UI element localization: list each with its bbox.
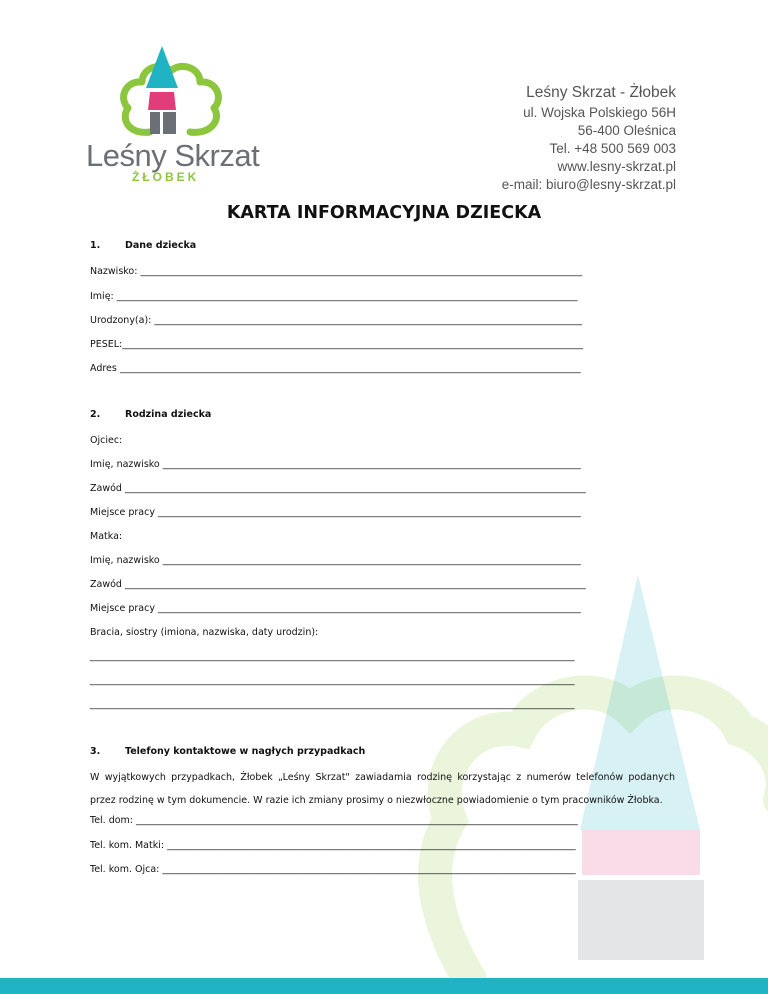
field-mother-name[interactable]: Imię, nazwisko ________________________________________________________________________________________ <box>90 555 581 566</box>
contact-block <box>502 84 676 194</box>
section-number: 2. <box>90 409 101 420</box>
section-heading-family <box>90 409 211 420</box>
field-surname[interactable]: Nazwisko: _____________________________________________________________________________________________ <box>90 266 583 277</box>
section-heading-child-data <box>90 240 196 251</box>
field-first-name[interactable]: Imię: _________________________________________________________________________________________________ <box>90 291 578 302</box>
field-father-occupation[interactable]: Zawód _________________________________________________________________________________________________ <box>90 483 586 494</box>
section-title: Dane dziecka <box>125 240 197 251</box>
logo-wordmark: Leśny Skrzat <box>86 138 260 173</box>
contact-street: ul. Wojska Polskiego 56H <box>523 105 676 120</box>
field-siblings-line[interactable]: ______________________________________________________________________________________________________ <box>90 699 575 710</box>
field-siblings-line[interactable]: ______________________________________________________________________________________________________ <box>90 675 575 686</box>
label-mother: Matka: <box>90 531 123 542</box>
contact-phone: Tel. +48 500 569 003 <box>549 141 676 156</box>
logo-subtitle: ŻŁOBEK <box>132 170 200 184</box>
footer-bar <box>0 978 768 994</box>
field-mother-workplace[interactable]: Miejsce pracy _________________________________________________________________________________________ <box>90 603 581 614</box>
field-address[interactable]: Adres _________________________________________________________________________________________________ <box>90 363 581 374</box>
field-father-workplace[interactable]: Miejsce pracy _________________________________________________________________________________________ <box>90 507 581 518</box>
contact-city: 56-400 Oleśnica <box>577 123 676 138</box>
field-mother-mobile[interactable]: Tel. kom. Matki: ______________________________________________________________________________________ <box>90 840 576 851</box>
field-father-name[interactable]: Imię, nazwisko ________________________________________________________________________________________ <box>90 459 581 470</box>
field-birth[interactable]: Urodzony(a): __________________________________________________________________________________________ <box>90 315 582 326</box>
contact-org-name: Leśny Skrzat - Żłobek <box>526 84 676 101</box>
field-siblings-line[interactable]: ______________________________________________________________________________________________________ <box>90 651 575 662</box>
section-heading-emergency-phones <box>90 746 365 757</box>
field-pesel[interactable]: PESEL:_________________________________________________________________________________________________ <box>90 339 584 350</box>
label-siblings: Bracia, siostry (imiona, nazwiska, daty urodzin): <box>90 627 319 638</box>
field-home-phone[interactable]: Tel. dom: _____________________________________________________________________________________________ <box>90 815 578 826</box>
emergency-paragraph: W wyjątkowych przypadkach, Żłobek „Leśny Skrzat" zawiadamia rodzinę korzystając z numerów telefonów podanych przez rodzinę w tym dokumencie. W razie ich zmiany prosimy o niezwłoczne powiadomienie o tym pracowników Żłobka. <box>90 772 675 806</box>
contact-website: www.lesny-skrzat.pl <box>557 159 676 174</box>
section-title: Telefony kontaktowe w nagłych przypadkach <box>125 746 366 757</box>
contact-email: e-mail: biuro@lesny-skrzat.pl <box>501 177 676 192</box>
section-number: 1. <box>90 240 101 251</box>
section-title: Rodzina dziecka <box>125 409 212 420</box>
page-title: KARTA INFORMACYJNA DZIECKA <box>226 203 542 223</box>
field-mother-occupation[interactable]: Zawód _________________________________________________________________________________________________ <box>90 579 586 590</box>
section-number: 3. <box>90 746 101 757</box>
field-father-mobile[interactable]: Tel. kom. Ojca: _______________________________________________________________________________________ <box>90 864 576 875</box>
label-father: Ojciec: <box>90 435 123 446</box>
